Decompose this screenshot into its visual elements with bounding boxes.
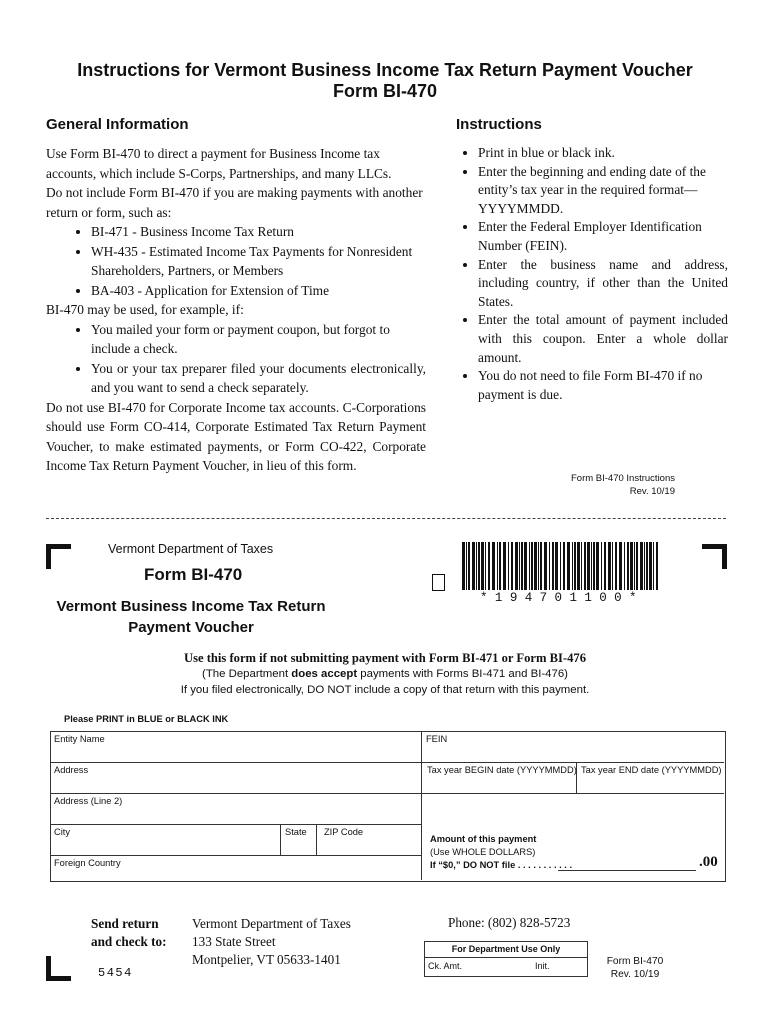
barcode-bar xyxy=(630,542,633,590)
voucher-form-name: Form BI-470 xyxy=(144,565,243,584)
barcode-bar xyxy=(584,542,586,590)
list-item: • Enter the beginning and ending date of the entity’s tax year in the required format— YYYYMMDD. xyxy=(478,163,728,219)
department-use-box xyxy=(424,941,588,977)
barcode-bar xyxy=(656,542,658,590)
voucher-fields-box xyxy=(50,731,726,882)
use-note-2 xyxy=(0,668,770,680)
row-divider xyxy=(50,793,724,794)
amount-input-line[interactable] xyxy=(558,870,696,871)
check-amount-label: Ck. Amt. xyxy=(428,961,463,971)
address-line2-field[interactable]: Address (Line 2) xyxy=(54,796,123,806)
department-use-title: For Department Use Only xyxy=(425,942,587,958)
barcode-bar xyxy=(499,542,501,590)
voucher-revision xyxy=(590,955,680,981)
barcode-bar xyxy=(619,542,622,590)
amount-cents: .00 xyxy=(699,854,718,870)
amount-note: If “$0,” DO NOT file . . . . . . . . . . . xyxy=(430,860,573,870)
barcode-bar xyxy=(515,542,518,590)
state-field[interactable]: State xyxy=(285,827,307,837)
general-info-p2: Do not include Form BI-470 if you are making payments with another return or form, such as: xyxy=(46,185,423,220)
barcode-bar xyxy=(549,542,550,590)
zip-field[interactable]: ZIP Code xyxy=(324,827,364,837)
barcode-bar xyxy=(560,542,561,590)
corner-mark-top-right xyxy=(702,544,727,569)
corner-mark-bottom-left xyxy=(46,956,71,981)
barcode-bar xyxy=(472,542,475,590)
list-item: • You mailed your form or payment coupon, but forgot to include a check. xyxy=(91,320,426,359)
row-divider xyxy=(50,824,422,825)
barcode-bar xyxy=(624,542,625,590)
voucher-revision-date: Rev. 10/19 xyxy=(610,969,660,980)
general-info-section xyxy=(46,144,426,476)
barcode-bar xyxy=(593,542,595,590)
barcode-bar xyxy=(540,542,542,590)
use-note-2-bold: does accept xyxy=(291,668,358,680)
voucher-revision-form: Form BI-470 xyxy=(606,956,664,967)
excluded-forms-list xyxy=(46,222,426,300)
barcode-bar xyxy=(529,542,530,590)
list-item: • Print in blue or black ink. xyxy=(478,144,728,163)
barcode-bar xyxy=(601,542,602,590)
barcode-bar xyxy=(492,542,495,590)
barcode-bar xyxy=(572,542,573,590)
amount-sub: (Use WHOLE DOLLARS) xyxy=(430,847,536,857)
revision-form: Form BI-470 Instructions xyxy=(570,473,675,484)
mailing-address xyxy=(192,915,351,969)
mailing-address-line1: Vermont Department of Taxes xyxy=(192,916,351,931)
list-item: • WH-435 - Estimated Income Tax Payments for Nonresident Shareholders, Partners, or Members xyxy=(91,242,426,281)
page-title-line1: Instructions for Vermont Business Income Tax Return Payment Voucher xyxy=(77,60,693,80)
send-label xyxy=(91,915,166,951)
voucher-title-line1: Vermont Business Income Tax Return xyxy=(56,598,326,615)
amount-label: Amount of this payment xyxy=(430,834,537,844)
barcode-bar xyxy=(511,542,513,590)
barcode-bar xyxy=(538,542,539,590)
barcode-bar xyxy=(563,542,565,590)
barcode-bar xyxy=(468,542,470,590)
barcode-bar xyxy=(466,542,467,590)
barcode-bar xyxy=(612,542,613,590)
example-uses-list xyxy=(46,320,426,398)
row-divider xyxy=(50,855,422,856)
list-item: • You do not need to file Form BI-470 if no payment is due. xyxy=(478,367,728,404)
general-info-p4: Do not use BI-470 for Corporate Income tax accounts. C-Corporations should use Form CO-414, Corporate Estimated Tax Return Payment Voucher, to make estimated payments, or Form CO-422, Corporate Income Tax Return Payment Voucher, in lieu of this form. xyxy=(46,399,426,473)
barcode-bar xyxy=(587,542,590,590)
general-info-p1: Use Form BI-470 to direct a payment for Business Income tax accounts, which include S-Corps, Partnerships, and many LLCs. xyxy=(46,146,392,181)
page-title-line2: Form BI-470 xyxy=(332,81,438,101)
row-divider xyxy=(50,762,724,763)
barcode-bar xyxy=(627,542,629,590)
barcode-bar xyxy=(591,542,592,590)
barcode-bar xyxy=(636,542,638,590)
barcode-bar xyxy=(634,542,635,590)
barcode-bar xyxy=(485,542,486,590)
form-code: 5454 xyxy=(98,966,133,980)
barcode-bar xyxy=(646,542,648,590)
barcode-bar xyxy=(544,542,547,590)
print-note: Please PRINT in BLUE or BLACK INK xyxy=(64,714,229,724)
barcode-bar xyxy=(534,542,537,590)
barcode-bar xyxy=(531,542,533,590)
barcode-bar xyxy=(577,542,580,590)
use-note-2-post: payments with Forms BI-471 and BI-476) xyxy=(357,668,568,680)
mailing-address-line2: 133 State Street xyxy=(192,934,276,949)
barcode-bar xyxy=(653,542,654,590)
barcode-bar xyxy=(567,542,570,590)
voucher-title xyxy=(40,596,342,638)
tax-year-begin-field[interactable]: Tax year BEGIN date (YYYYMMDD) xyxy=(427,765,577,775)
barcode-bar xyxy=(649,542,652,590)
address-field[interactable]: Address xyxy=(54,765,89,775)
phone-number: Phone: (802) 828-5723 xyxy=(448,915,571,930)
barcode-bar xyxy=(481,542,484,590)
use-note-2-pre: (The Department xyxy=(202,668,292,680)
barcode-bar xyxy=(478,542,480,590)
barcode-bar xyxy=(555,542,558,590)
voucher-department: Vermont Department of Taxes xyxy=(108,542,274,556)
general-info-p3: BI-470 may be used, for example, if: xyxy=(46,302,244,317)
barcode-bar xyxy=(497,542,498,590)
instructions-revision xyxy=(560,472,675,498)
send-label-line1: Send return xyxy=(91,916,159,931)
list-item: • BA-403 - Application for Extension of Time xyxy=(91,281,426,301)
barcode-bar xyxy=(581,542,582,590)
cut-line xyxy=(46,518,726,519)
list-item: • Enter the total amount of payment included with this coupon. Enter a whole dollar amount. xyxy=(478,311,728,367)
fein-field[interactable]: FEIN xyxy=(426,734,448,744)
corner-mark-top-left xyxy=(46,544,71,569)
tax-year-end-field[interactable]: Tax year END date (YYYYMMDD) xyxy=(581,765,722,775)
use-note-3: If you filed electronically, DO NOT include a copy of that return with this payment. xyxy=(180,684,590,696)
column-divider xyxy=(280,824,281,855)
barcode xyxy=(462,542,662,590)
column-divider xyxy=(316,824,317,855)
initials-label: Init. xyxy=(535,961,550,971)
foreign-country-field[interactable]: Foreign Country xyxy=(54,858,121,868)
barcode-bar xyxy=(503,542,506,590)
use-note-1: Use this form if not submitting payment with Form BI-471 or Form BI-476 xyxy=(183,651,587,665)
revision-date: Rev. 10/19 xyxy=(629,486,675,497)
instructions-list xyxy=(456,144,728,404)
column-divider xyxy=(421,731,422,880)
barcode-bar xyxy=(604,542,606,590)
barcode-bar xyxy=(552,542,554,590)
general-info-heading: General Information xyxy=(46,116,189,133)
entity-name-field[interactable]: Entity Name xyxy=(54,734,105,744)
city-field[interactable]: City xyxy=(54,827,71,837)
instructions-heading: Instructions xyxy=(456,116,542,133)
barcode-bar xyxy=(615,542,617,590)
list-item: • BI-471 - Business Income Tax Return xyxy=(91,222,426,242)
list-item: • You or your tax preparer filed your documents electronically, and you want to send a check separately. xyxy=(91,359,426,398)
voucher-checkbox[interactable] xyxy=(432,574,445,591)
mailing-address-line3: Montpelier, VT 05633-1401 xyxy=(192,952,341,967)
page-title xyxy=(0,60,770,102)
barcode-bar xyxy=(640,542,643,590)
barcode-bar xyxy=(574,542,576,590)
barcode-bar xyxy=(476,542,477,590)
barcode-bar xyxy=(608,542,611,590)
barcode-bar xyxy=(519,542,520,590)
barcode-text: *194701100* xyxy=(480,591,644,605)
barcode-bar xyxy=(521,542,523,590)
barcode-bar xyxy=(462,542,465,590)
instructions-section xyxy=(456,144,728,404)
list-item: • Enter the business name and address, including country, if other than the United States. xyxy=(478,256,728,312)
barcode-bar xyxy=(644,542,645,590)
barcode-bar xyxy=(596,542,599,590)
voucher-title-line2: Payment Voucher xyxy=(128,619,254,636)
barcode-bar xyxy=(508,542,509,590)
list-item: • Enter the Federal Employer Identification Number (FEIN). xyxy=(478,218,728,255)
barcode-bar xyxy=(524,542,527,590)
send-label-line2: and check to: xyxy=(91,934,167,949)
barcode-bar xyxy=(488,542,490,590)
